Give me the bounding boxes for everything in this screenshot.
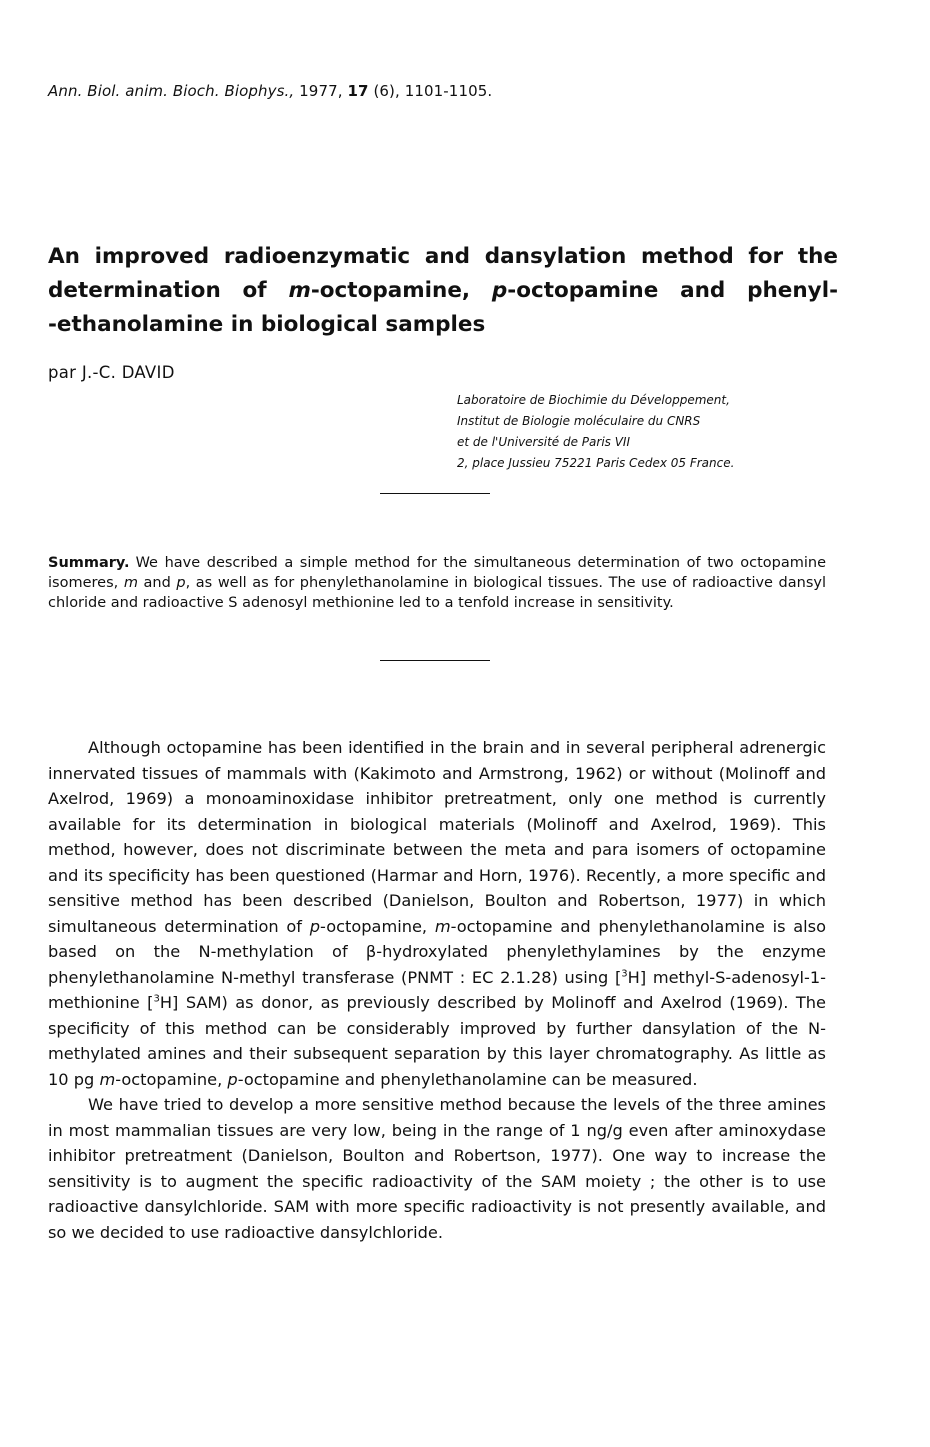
journal-volume: 17	[347, 82, 369, 100]
divider-rule	[380, 660, 490, 661]
body-text-run: -octopamine,	[115, 1069, 228, 1089]
italic-m: m	[99, 1069, 116, 1089]
italic-p: p	[227, 1069, 238, 1089]
italic-p: p	[309, 916, 321, 936]
italic-m: m	[434, 916, 451, 936]
affiliation-line: Laboratoire de Biochimie du Développement,	[457, 393, 730, 407]
summary-text: , as well as for phenylethanolamine in biological tissues. The use of radioactive dansyl chloride and radioactive S adenosyl methionine led to a tenfold increase in sensitivity.	[48, 575, 827, 611]
affiliation-line: et de l'Université de Paris VII	[457, 435, 631, 449]
title-line-1: An improved radioenzymatic and dansylation method for the	[48, 244, 838, 269]
title-text: determination of	[48, 278, 289, 303]
body-text-run: -octopamine and phenylethanolamine is also based on the N-methylation of β-hydroxylated phenylethylamines by the enzyme phenylethanolamine N-methyl transferase (PNMT : EC 2.1.28) using [	[48, 916, 827, 987]
body-text-run: -octopamine and phenylethanolamine can be measured.	[237, 1069, 698, 1089]
summary-label: Summary.	[48, 555, 130, 571]
summary-text: We have described a simple method for the simultaneous determination of two octopamine isomeres,	[48, 555, 826, 591]
journal-abbrev: Ann. Biol. anim. Bioch. Biophys.,	[48, 82, 295, 100]
journal-reference	[48, 82, 492, 100]
body-text-run: Although octopamine has been identified in the brain and in several peripheral adrenergic innervated tissues of mammals with (Kakimoto and Armstrong, 1962) or without (Molinoff and Axelrod, 1969) a monoaminoxidase inhibitor pretreatment, only one method is currently available for its determination in biological materials (Molinoff and Axelrod, 1969). This method, however, does not discriminate between the meta and para isomers of octopamine and its specificity has been questioned (Harmar and Horn, 1976). Recently, a more specific and sensitive method has been described (Danielson, Boulton and Robertson, 1977) in which simultaneous determination of	[48, 738, 826, 936]
body-text	[48, 735, 826, 1245]
journal-year: 1977,	[299, 82, 343, 100]
title-line-2	[48, 274, 838, 308]
body-text-run: -octopamine,	[320, 916, 435, 936]
body-text-run: H] SAM) as donor, as previously described by Molinoff and Axelrod (1969). The specificity of this method can be considerably improved by further dansylation of the N-methylated amines and their subsequent separation by this layer chromatography. As little as 10 pg	[48, 993, 826, 1089]
article-title	[48, 240, 838, 342]
body-text-run: H] methyl-S-adenosyl-1-methionine [	[48, 967, 827, 1012]
affiliation	[457, 390, 734, 474]
title-line-3: -ethanolamine in biological samples	[48, 312, 486, 337]
superscript: 3	[621, 968, 628, 980]
author-line: par J.-C. DAVID	[48, 363, 175, 382]
body-paragraph-1	[48, 735, 826, 1092]
divider-rule	[380, 493, 490, 494]
summary-italic-p: p	[176, 575, 186, 591]
affiliation-line: Institut de Biologie moléculaire du CNRS	[457, 414, 701, 428]
title-text: -octopamine and phenyl-	[507, 278, 838, 303]
summary-text: and	[137, 575, 177, 591]
summary-paragraph	[48, 553, 826, 613]
journal-issue-pages: (6), 1101-1105.	[373, 82, 493, 100]
affiliation-line: 2, place Jussieu 75221 Paris Cedex 05 France.	[457, 456, 735, 470]
title-italic-p: p	[491, 278, 508, 303]
title-text: -octopamine,	[310, 278, 492, 303]
superscript: 3	[153, 993, 160, 1005]
title-italic-m: m	[288, 278, 311, 303]
summary-italic-m: m	[123, 575, 138, 591]
body-paragraph-2: We have tried to develop a more sensitive method because the levels of the three amines in most mammalian tissues are very low, being in the range of 1 ng/g even after aminoxydase inhibitor pretreatment (Danielson, Boulton and Robertson, 1977). One way to increase the sensitivity is to augment the specific radioactivity of the SAM moiety ; the other is to use radioactive dansylchloride. SAM with more specific radioactivity is not presently available, and so we decided to use radioactive dansylchloride.	[48, 1095, 826, 1242]
